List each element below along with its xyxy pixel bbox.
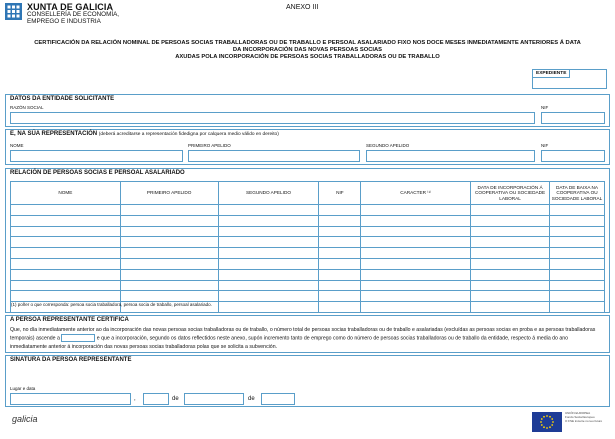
table-cell-input[interactable] xyxy=(471,302,550,313)
representacion-title-note: (deberá acreditarse a representación fidedigna por calquera medio válido en dereito) xyxy=(98,132,279,137)
table-header-cell: PRIMEIRO APELIDO xyxy=(120,182,218,205)
table-cell-input[interactable] xyxy=(550,215,605,226)
table-row xyxy=(11,226,605,237)
table-cell-input[interactable] xyxy=(218,302,319,313)
table-cell-input[interactable] xyxy=(218,226,319,237)
sinatura-title: SINATURA DA PERSOA REPRESENTANTE xyxy=(10,357,132,363)
table-header-cell: SEGUNDO APELIDO xyxy=(218,182,319,205)
table-cell-input[interactable] xyxy=(120,258,218,269)
table-header-cell: DATA DE BAIXA NA COOPERATIVA OU SOCIEDADE LABORAL xyxy=(550,182,605,205)
table-cell-input[interactable] xyxy=(218,215,319,226)
comma-separator: , xyxy=(134,396,136,402)
table-cell-input[interactable] xyxy=(471,248,550,259)
representacion-title-text: E, NA SÚA REPRESENTACIÓN xyxy=(10,131,98,137)
table-cell-input[interactable] xyxy=(218,248,319,259)
relacion-table xyxy=(10,181,605,313)
table-cell-input[interactable] xyxy=(471,226,550,237)
document-title xyxy=(4,40,611,62)
table-cell-input[interactable] xyxy=(319,302,361,313)
table-cell-input[interactable] xyxy=(11,205,121,216)
org-dept-line-2: EMPREGO E INDUSTRIA xyxy=(27,18,101,26)
table-cell-input[interactable] xyxy=(361,291,471,302)
certifica-title: A PERSOA REPRESENTANTE CERTIFICA xyxy=(10,317,129,323)
year-field[interactable] xyxy=(261,393,295,405)
table-cell-input[interactable] xyxy=(550,269,605,280)
certifica-text-b: e que a incorporación, segundo os datos reflectidos neste anexo, supón incremento tanto de emprego como do número de persoas socias traballadoras ou de traballo da entidade, respecto á media do ano inmediatamente anterior á incorporación das novas persoas socias traballadoras polas que se solicita a subvención. xyxy=(10,335,569,350)
table-cell-input[interactable] xyxy=(319,237,361,248)
table-cell-input[interactable] xyxy=(218,237,319,248)
table-cell-input[interactable] xyxy=(319,291,361,302)
table-cell-input[interactable] xyxy=(550,205,605,216)
table-cell-input[interactable] xyxy=(120,215,218,226)
table-cell-input[interactable] xyxy=(550,258,605,269)
de-label-2: de xyxy=(248,396,255,402)
rep-segundo-apelido-label: SEGUNDO APELIDO xyxy=(366,143,410,148)
table-cell-input[interactable] xyxy=(319,248,361,259)
table-cell-input[interactable] xyxy=(361,205,471,216)
table-cell-input[interactable] xyxy=(120,291,218,302)
galicia-footer-logo: galicia xyxy=(12,414,38,424)
table-cell-input[interactable] xyxy=(471,269,550,280)
table-cell-input[interactable] xyxy=(11,226,121,237)
eu-caption-line-1: UNIÓN EUROPEA xyxy=(565,411,591,415)
table-cell-input[interactable] xyxy=(11,237,121,248)
table-cell-input[interactable] xyxy=(319,205,361,216)
table-body xyxy=(11,205,605,313)
table-header-cell: CARACTER ⁽¹⁾ xyxy=(361,182,471,205)
table-cell-input[interactable] xyxy=(11,291,121,302)
rep-nif-label: NIF xyxy=(541,143,549,148)
table-row xyxy=(11,205,605,216)
table-cell-input[interactable] xyxy=(120,269,218,280)
table-cell-input[interactable] xyxy=(361,237,471,248)
table-cell-input[interactable] xyxy=(471,215,550,226)
table-cell-input[interactable] xyxy=(361,215,471,226)
eu-caption-line-2: Fondo Social Europeo xyxy=(565,415,595,420)
lugar-field[interactable] xyxy=(10,393,131,405)
title-line-3: AXUDAS POLA INCORPORACIÓN DE PERSOAS SOCIAS TRABALLADORAS OU DE TRABALLO xyxy=(175,54,440,61)
entidade-title: DATOS DA ENTIDADE SOLICITANTE xyxy=(10,96,115,102)
table-cell-input[interactable] xyxy=(471,205,550,216)
table-cell-input[interactable] xyxy=(361,302,471,313)
table-cell-input[interactable] xyxy=(218,258,319,269)
table-cell-input[interactable] xyxy=(120,237,218,248)
table-header-cell: NIF xyxy=(319,182,361,205)
rep-primeiro-apelido-field[interactable] xyxy=(188,150,360,162)
relacion-title: RELACIÓN DE PERSOAS SOCIAS E PERSOAL ASALARIADO xyxy=(10,170,185,176)
entidade-nif-label: NIF xyxy=(541,105,549,110)
table-cell-input[interactable] xyxy=(319,280,361,291)
eu-caption xyxy=(565,411,602,423)
table-cell-input[interactable] xyxy=(550,291,605,302)
table-cell-input[interactable] xyxy=(361,269,471,280)
table-row xyxy=(11,291,605,302)
table-row xyxy=(11,269,605,280)
table-cell-input[interactable] xyxy=(218,291,319,302)
table-cell-input[interactable] xyxy=(218,269,319,280)
table-cell-input[interactable] xyxy=(218,280,319,291)
eu-flag-icon xyxy=(532,412,562,432)
month-field[interactable] xyxy=(184,393,244,405)
table-cell-input[interactable] xyxy=(550,237,605,248)
razon-social-field[interactable] xyxy=(10,112,535,124)
certifica-text-a: Que, no día inmediatamente anterior ao da incorporación das novas persoas socias traballadoras ou de traballo, o número total de persoas socias traballadoras ou de traballo e asalariadas (excluídas as persoas socias en proba e as persoas traballadoras temporais) ascende a xyxy=(10,327,596,342)
table-cell-input[interactable] xyxy=(319,269,361,280)
table-cell-input[interactable] xyxy=(218,205,319,216)
table-cell-input[interactable] xyxy=(361,280,471,291)
table-row xyxy=(11,280,605,291)
xunta-galicia-emblem-icon xyxy=(5,3,22,20)
title-line-2: DA INCORPORACIÓN DAS NOVAS PERSOAS SOCIAS xyxy=(232,47,383,54)
relacion-footnote: (1) poñer o que corresponda: persoa socia traballadora, persoa socia de traballo, persoal asalariado. xyxy=(11,302,212,307)
table-cell-input[interactable] xyxy=(11,269,121,280)
table-cell-input[interactable] xyxy=(120,226,218,237)
de-label-1: de xyxy=(172,396,179,402)
organization-block xyxy=(27,3,119,26)
table-cell-input[interactable] xyxy=(319,226,361,237)
rep-segundo-apelido-field[interactable] xyxy=(366,150,535,162)
table-row xyxy=(11,248,605,259)
razon-social-label: RAZÓN SOCIAL xyxy=(10,105,44,110)
table-cell-input[interactable] xyxy=(11,258,121,269)
table-cell-input[interactable] xyxy=(550,302,605,313)
table-header-row xyxy=(11,182,605,205)
rep-nome-label: NOME xyxy=(10,143,24,148)
org-dept-line-1: CONSELLERÍA DE ECONOMÍA, xyxy=(27,11,120,19)
annex-label: ANEXO III xyxy=(286,4,319,11)
table-row xyxy=(11,258,605,269)
table-header-cell: DATA DE INCORPORACIÓN Á COOPERATIVA OU SOCIEDADE LABORAL xyxy=(471,182,550,205)
table-cell-input[interactable] xyxy=(120,205,218,216)
representacion-title xyxy=(10,131,279,137)
table-cell-input[interactable] xyxy=(11,280,121,291)
table-cell-input[interactable] xyxy=(361,258,471,269)
certifica-text xyxy=(10,326,606,351)
table-cell-input[interactable] xyxy=(550,248,605,259)
org-name: XUNTA DE GALICIA xyxy=(27,2,114,12)
table-cell-input[interactable] xyxy=(319,258,361,269)
table-cell-input[interactable] xyxy=(361,248,471,259)
table-cell-input[interactable] xyxy=(120,280,218,291)
table-cell-input[interactable] xyxy=(471,291,550,302)
table-cell-input[interactable] xyxy=(471,280,550,291)
rep-nif-field[interactable] xyxy=(541,150,605,162)
day-field[interactable] xyxy=(143,393,169,405)
eu-caption-line-3: O FSE invierte no teu futuro xyxy=(565,419,603,424)
total-persoas-field[interactable] xyxy=(61,334,95,342)
table-cell-input[interactable] xyxy=(361,226,471,237)
table-cell-input[interactable] xyxy=(11,248,121,259)
table-cell-input[interactable] xyxy=(471,258,550,269)
table-cell-input[interactable] xyxy=(550,226,605,237)
table-row xyxy=(11,237,605,248)
title-line-1: CERTIFICACIÓN DA RELACIÓN NOMINAL DE PERSOAS SOCIAS TRABALLADORAS OU DE TRABALLO E PERSOAL ASALARIADO FIXO NOS DOCE MESES INMEDIATAMENTE ANTERIORES Á DATA xyxy=(34,40,581,46)
entidade-nif-field[interactable] xyxy=(541,112,605,124)
rep-nome-field[interactable] xyxy=(10,150,183,162)
rep-primeiro-apelido-label: PRIMEIRO APELIDO xyxy=(188,143,231,148)
table-cell-input[interactable] xyxy=(319,215,361,226)
table-cell-input[interactable] xyxy=(11,215,121,226)
table-cell-input[interactable] xyxy=(471,237,550,248)
lugar-data-label: Lugar e data xyxy=(10,386,36,391)
table-header-cell: NOME xyxy=(11,182,121,205)
table-row xyxy=(11,215,605,226)
table-cell-input[interactable] xyxy=(550,280,605,291)
expediente-field[interactable] xyxy=(532,69,607,89)
table-cell-input[interactable] xyxy=(120,248,218,259)
expediente-label: EXPEDIENTE xyxy=(533,70,570,78)
